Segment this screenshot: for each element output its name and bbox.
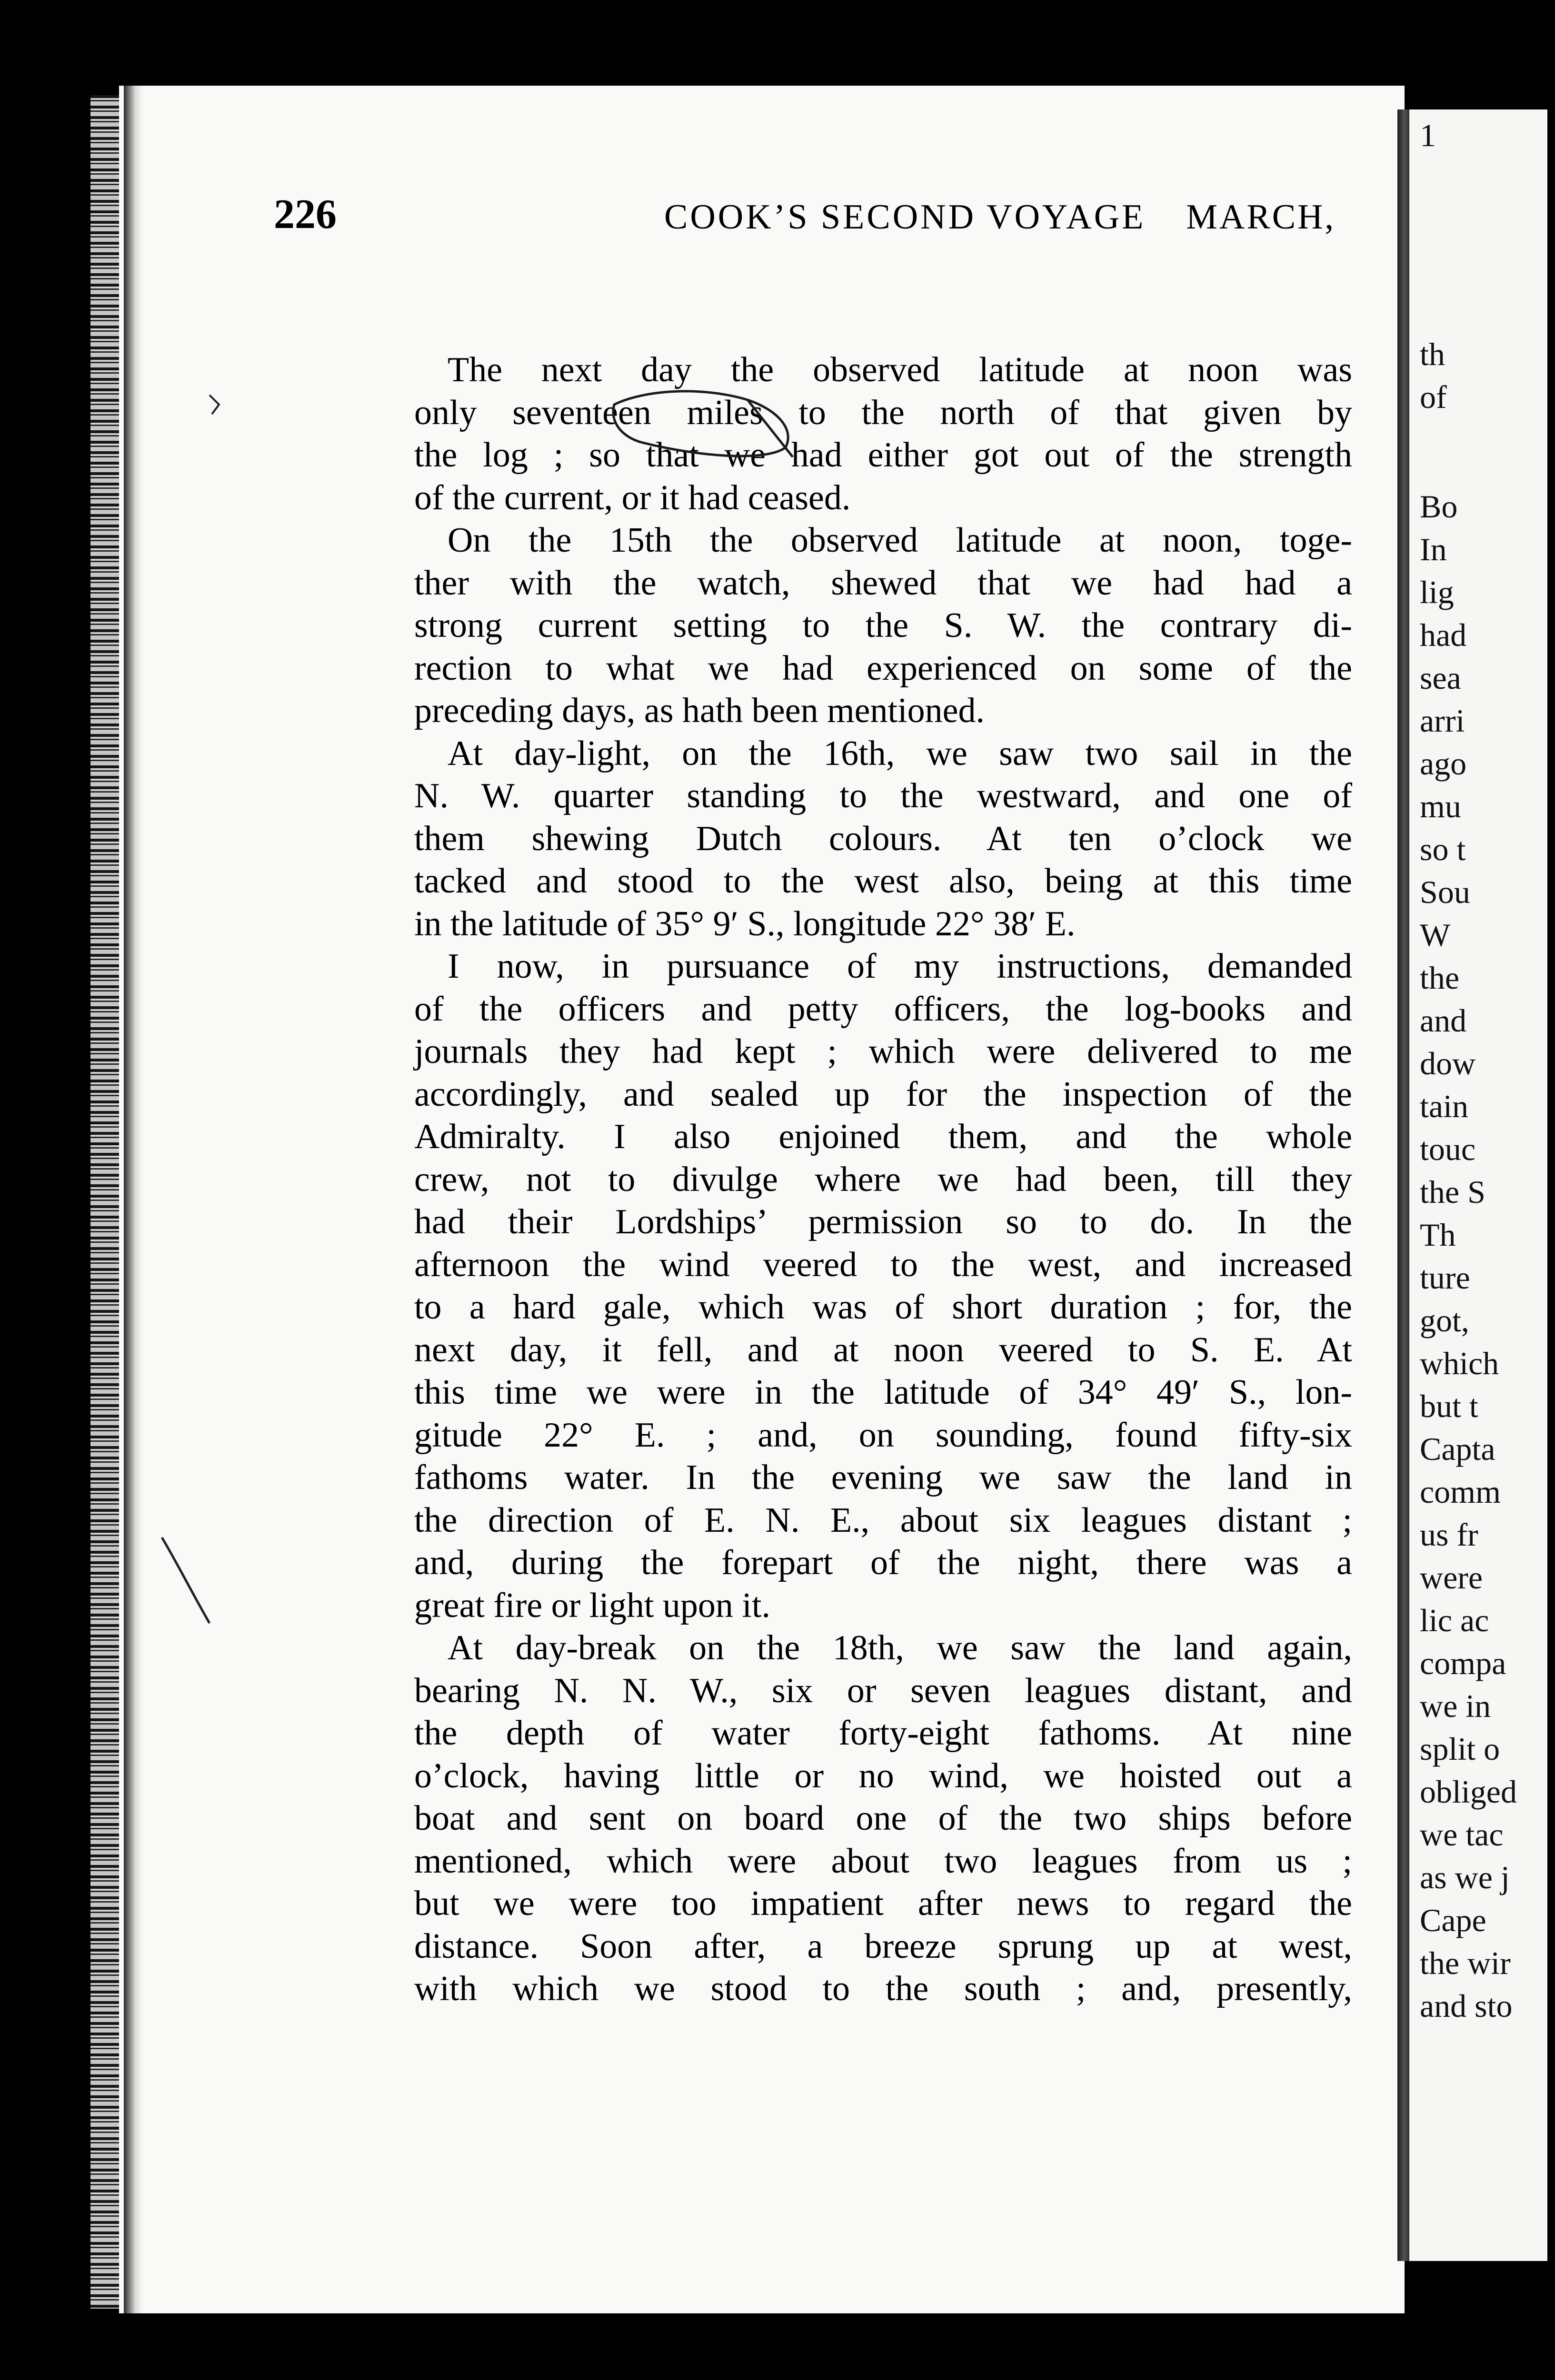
text-line: bearing N. N. W., six or seven leagues distant, and [414, 1671, 1352, 1710]
facing-page-line: lic ac [1420, 1602, 1489, 1638]
text-line: Admiralty. I also enjoined them, and the whole [414, 1117, 1352, 1156]
facing-page-line: were [1420, 1559, 1483, 1596]
text-line: crew, not to divulge where we had been, till they [414, 1160, 1352, 1199]
facing-page-line: Bo [1420, 488, 1458, 525]
text-line: and, during the forepart of the night, there was a [414, 1543, 1352, 1582]
facing-page-line: tain [1420, 1088, 1468, 1124]
facing-page-line: and sto [1420, 1988, 1513, 2024]
running-title: COOK’S SECOND VOYAGE [664, 198, 1146, 237]
text-line: The next day the observed latitude at noon was [448, 350, 1352, 389]
text-line: strong current setting to the S. W. the contrary di- [414, 606, 1352, 645]
text-line: of the officers and petty officers, the log-books and [414, 989, 1352, 1029]
text-line: them shewing Dutch colours. At ten o’clock we [414, 819, 1352, 858]
facing-page-line: we in [1420, 1688, 1491, 1724]
text-line: with which we stood to the south ; and, presently, [414, 1969, 1352, 2008]
facing-page-line: mu [1420, 788, 1461, 824]
text-line: journals they had kept ; which were delivered to me [414, 1032, 1352, 1071]
text-line: the direction of E. N. E., about six leagues distant ; [414, 1500, 1352, 1540]
running-header [274, 190, 1336, 248]
facing-page-line: Capta [1420, 1431, 1495, 1467]
text-line: afternoon the wind veered to the west, and increased [414, 1245, 1352, 1284]
page-number: 226 [274, 191, 337, 238]
text-line: At day-break on the 18th, we saw the land again, [448, 1628, 1352, 1667]
text-line: I now, in pursuance of my instructions, demanded [448, 947, 1352, 986]
text-line: ther with the watch, shewed that we had had a [414, 563, 1352, 603]
text-line: distance. Soon after, a breeze sprung up at west, [414, 1926, 1352, 1966]
text-line: had their Lordships’ permission so to do. In the [414, 1202, 1352, 1241]
text-line: the depth of water forty-eight fathoms. At nine [414, 1714, 1352, 1753]
facing-page-line: the wir [1420, 1945, 1511, 1981]
text-line: tacked and stood to the west also, being at this time [414, 862, 1352, 901]
facing-page-line: the S [1420, 1174, 1485, 1210]
facing-page-line: In [1420, 531, 1447, 567]
text-line: the log ; so that we had either got out of the strength [414, 436, 1352, 475]
facing-page-line: had [1420, 617, 1467, 653]
text-line: boat and sent on board one of the two ships before [414, 1799, 1352, 1838]
text-line: o’clock, having little or no wind, we hoisted out a [414, 1756, 1352, 1795]
facing-page-line: sea [1420, 660, 1461, 696]
facing-page-line: W [1420, 917, 1451, 953]
text-line: On the 15th the observed latitude at noon, toge- [448, 521, 1352, 560]
facing-page-line: we tac [1420, 1816, 1504, 1853]
facing-page-line: obliged [1420, 1774, 1517, 1810]
facing-page-line: of [1420, 379, 1447, 415]
text-line: At day-light, on the 16th, we saw two sail in the [448, 734, 1352, 773]
text-line: but we were too impatient after news to regard the [414, 1884, 1352, 1923]
facing-page-line: dow [1420, 1045, 1476, 1081]
pen-annotation [605, 386, 800, 462]
facing-page-line: arri [1420, 703, 1465, 739]
facing-page-line: and [1420, 1002, 1467, 1039]
facing-page-line: Sou [1420, 874, 1470, 910]
facing-page-line: comm [1420, 1474, 1501, 1510]
facing-page-line: lig [1420, 574, 1454, 610]
facing-page-line: the [1420, 960, 1460, 996]
text-line: in the latitude of 35° 9′ S., longitude 22° 38′ E. [414, 904, 1076, 943]
facing-page-line: compa [1420, 1645, 1506, 1681]
facing-page-line: but t [1420, 1388, 1478, 1424]
facing-page-line: split o [1420, 1731, 1500, 1767]
facing-page-line: th [1420, 336, 1445, 372]
text-line: mentioned, which were about two leagues from us ; [414, 1841, 1352, 1881]
page-shadow [124, 86, 143, 2313]
facing-page-line: 1 [1420, 117, 1436, 153]
facing-page-line: us fr [1420, 1517, 1478, 1553]
facing-page-line: which [1420, 1345, 1499, 1381]
text-line: rection to what we had experienced on some of the [414, 648, 1352, 688]
facing-page-line: ago [1420, 745, 1467, 782]
facing-page-line: got, [1420, 1302, 1469, 1339]
facing-page-line: Cape [1420, 1902, 1486, 1938]
text-line: to a hard gale, which was of short duration ; for, the [414, 1288, 1352, 1327]
text-line: preceding days, as hath been mentioned. [414, 691, 985, 730]
facing-page-line: Th [1420, 1217, 1456, 1253]
margin-pencil-mark [157, 1533, 214, 1628]
text-line: N. W. quarter standing to the westward, and one of [414, 776, 1352, 815]
margin-pencil-mark [205, 390, 229, 419]
text-line: great fire or light upon it. [414, 1586, 771, 1625]
facing-page-line: touc [1420, 1131, 1476, 1167]
text-line: fathoms water. In the evening we saw the land in [414, 1458, 1352, 1497]
facing-page-fragment [1409, 109, 1547, 2261]
text-line: this time we were in the latitude of 34° 49′ S., lon- [414, 1373, 1352, 1412]
text-line: only seventeen miles to the north of that given by [414, 393, 1352, 432]
facing-page-line: so t [1420, 831, 1466, 867]
facing-page-line: ture [1420, 1259, 1470, 1296]
text-line: next day, it fell, and at noon veered to S. E. At [414, 1330, 1352, 1369]
facing-page-line: as we j [1420, 1859, 1510, 1895]
text-line: of the current, or it had ceased. [414, 478, 851, 517]
text-line: gitude 22° E. ; and, on sounding, found fifty-six [414, 1415, 1352, 1455]
running-month: MARCH, [1186, 198, 1336, 237]
text-line: accordingly, and sealed up for the inspection of the [414, 1074, 1352, 1114]
